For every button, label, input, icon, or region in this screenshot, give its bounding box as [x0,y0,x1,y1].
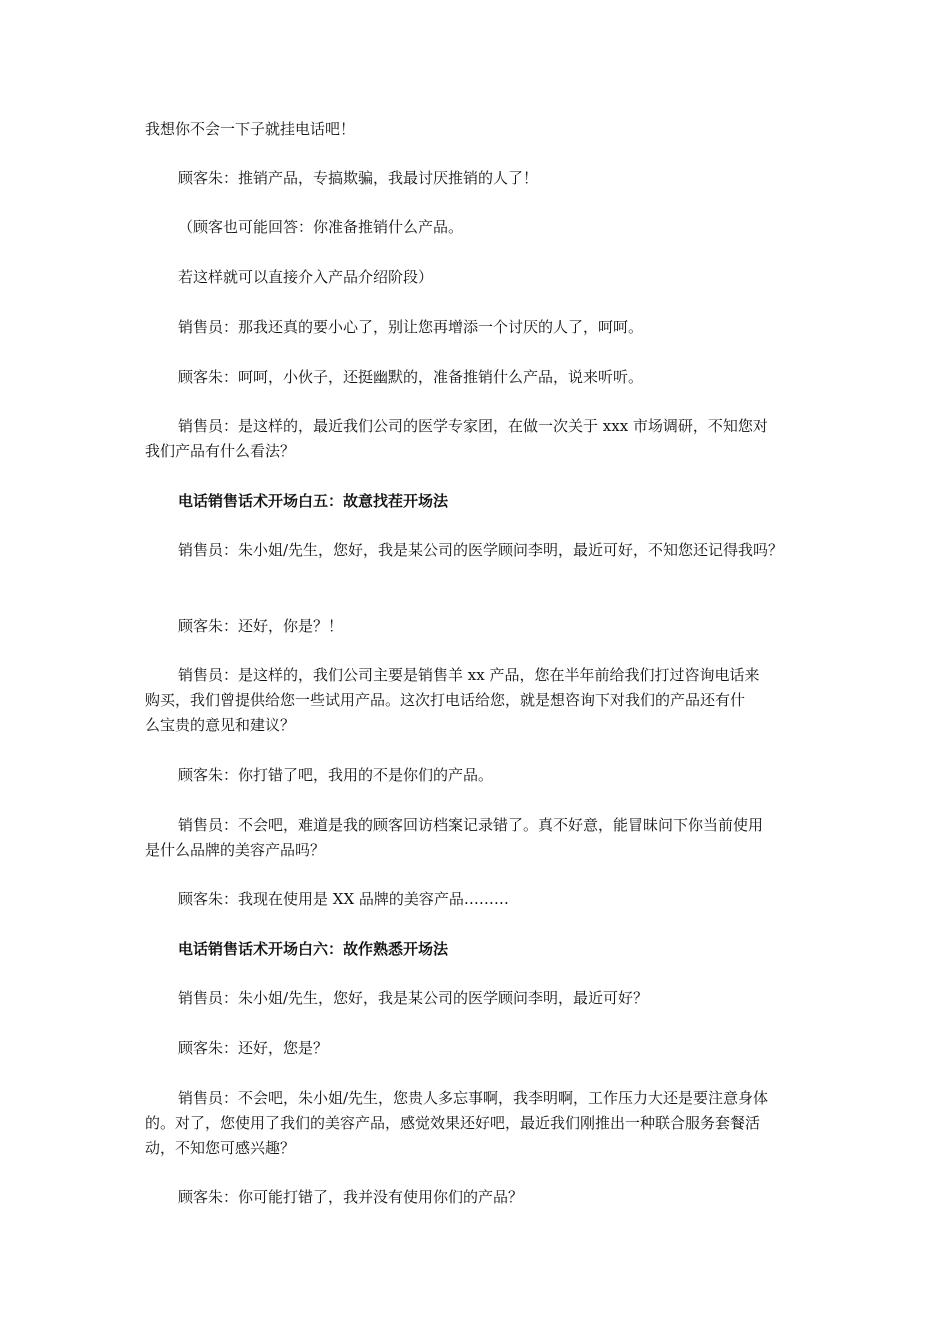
text-line: 销售员：不会吧，朱小姐/先生，您贵人多忘事啊，我李明啊，工作压力大还是要注意身体 [178,1089,769,1107]
text-line: （顾客也可能回答：你准备推销什么产品。 [178,218,464,236]
section-heading: 电话销售话术开场白五：故意找茬开场法 [178,492,449,510]
text-line: 销售员：那我还真的要小心了，别让您再增添一个讨厌的人了，呵呵。 [178,318,644,336]
text-line: 么宝贵的意见和建议？ [145,716,296,734]
text-line: 顾客朱：我现在使用是 XX 品牌的美容产品……… [178,890,509,908]
text-line: 销售员：朱小姐/先生，您好，我是某公司的医学顾问李明，最近可好，不知您还记得我吗？ [178,541,784,559]
text-line: 销售员：不会吧，难道是我的顾客回访档案记录错了。真不好意，能冒昧问下你当前使用 [178,816,764,834]
text-line: 若这样就可以直接介入产品介绍阶段） [178,268,434,286]
text-line: 顾客朱：还好，你是？！ [178,617,344,635]
text-line: 顾客朱：还好，您是？ [178,1039,329,1057]
text-line: 顾客朱：推销产品，专搞欺骗，我最讨厌推销的人了！ [178,169,539,187]
text-line: 销售员：是这样的，我们公司主要是销售羊 xx 产品，您在半年前给我们打过咨询电话来 [178,666,760,684]
text-line: 的。对了，您使用了我们的美容产品，感觉效果还好吧，最近我们刚推出一种联合服务套餐活 [145,1114,761,1132]
text-line: 购买，我们曾提供给您一些试用产品。这次打电话给您，就是想咨询下对我们的产品还有什 [145,691,746,709]
text-line: 顾客朱：你可能打错了，我并没有使用你们的产品？ [178,1188,524,1206]
text-line: 是什么品牌的美容产品吗？ [145,841,326,859]
text-line: 顾客朱：呵呵，小伙子，还挺幽默的，准备推销什么产品，说来听听。 [178,368,644,386]
text-line: 销售员：朱小姐/先生，您好，我是某公司的医学顾问李明，最近可好？ [178,989,649,1007]
text-line: 顾客朱：你打错了吧，我用的不是你们的产品。 [178,766,494,784]
text-line: 我们产品有什么看法？ [145,442,296,460]
text-line: 动，不知您可感兴趣？ [145,1139,296,1157]
section-heading: 电话销售话术开场白六：故作熟悉开场法 [178,940,449,958]
text-line: 我想你不会一下子就挂电话吧！ [145,120,356,138]
text-line: 销售员：是这样的，最近我们公司的医学专家团，在做一次关于 xxx 市场调研，不知您对 [178,417,768,435]
